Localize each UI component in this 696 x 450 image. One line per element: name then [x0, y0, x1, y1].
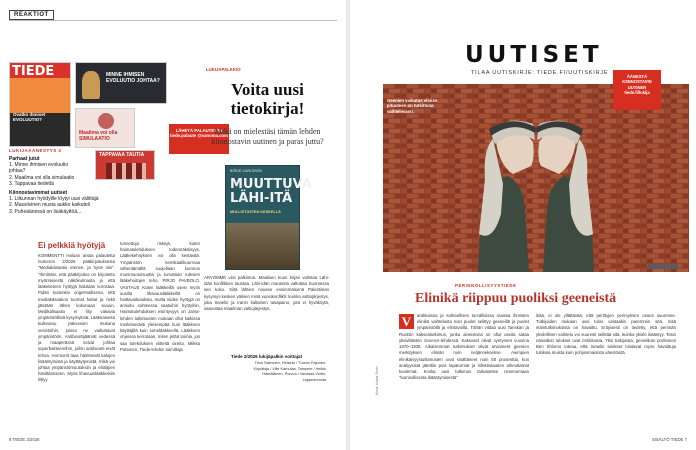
twins-photo — [383, 84, 689, 272]
interesting-news-1: 1. Liikunnan hyödyille löytyi uusi välittäjä — [9, 196, 99, 202]
article-column-2: ikää, ei ole yllättävää, että perittyjen perimyksen osuus suurenee. Tutkijoiden mukaan uusi tulos vastaakin paremmin sitä, mitä eläintutkimuksista on havaittu. Erityisesti on tiedetty, että perimän yksilöllinen vaihtelu voi suuresti selittää sitä, kuinka yksilö ikääntyy. Tosin näissäkin tulokset ovat ristiriitaisia. Yksi tutkijoista, genetiikan professori Ben Shlomo toteaa, että Israelin tulokset toistavat myös havaittuja tuloksia muista kuin pohjoismaisista väestöistä. — [536, 313, 676, 356]
interesting-news-3: 3. Puheäänessä on lisäkäyttöä... — [9, 208, 82, 215]
cover-4 — [95, 150, 155, 180]
drop-cap: V — [399, 314, 414, 329]
book-subtitle: MULLISTUSTEN KESKELLÄ — [230, 210, 281, 214]
cover-1 — [9, 62, 71, 147]
interesting-news-2: 2. Massiivinen musta aukko kaikuteli — [9, 202, 90, 209]
virus-illustration — [106, 163, 146, 179]
book-image — [226, 223, 299, 269]
winners-title: Tiede 2/2026 lukijäpalkin voittajat — [231, 354, 302, 359]
cover-2 — [75, 62, 167, 104]
book-author: BÖRJE CARLSSON — [230, 169, 262, 173]
letter-column-2: tunnettuja riskejä, kuten haimatulehduksen todennäköisyys. Lääkekehityksen voi olla kestävää. Ympäristön kemikaalikuormaa vähentämällä suojellaan luonnon monimuotoisuutta ja turvataan tulevien lääkehoitojen teho. PIRJO PAVBOLO. VASTAUS Kuten lääkkeillä usein myös uusilla lihavuuslääkkeillä on haittavaikutuksia, mutta niiden hyötyjä on arvioitu suhteessa saatuihin hyötyihin. Haimatulehduksen esiintyvyys on Jama-lehden tutkimusten mukaan ollut kaikissa merkitsevästi yleisempää kuin lääkkeen käyttäjillä kuin lumelääkkeellä. Lääkkeen ohjeissa kerrotaan, miten pitää toimia, jos saa tulehduksen viitteitä oireita. Miikka Puttonen, Tiede-lehden toimittaja — [120, 241, 200, 352]
cover-3-text: Maailma voi olla SIMULAATIO — [79, 130, 118, 142]
reader-prize-box — [204, 67, 329, 382]
cover-2-text: MINNE IHMISEN EVOLUUTIO JOHTAA? — [106, 72, 160, 84]
book-title: MUUTTUVA LÄHI-ITÄ — [230, 177, 312, 206]
left-page — [0, 0, 346, 450]
letter-column-1: KOMMENTTI Haluan antaa palautetta numeron 2/2026 pääkirjoituksesta "Mediakäsaatio etenee, ja hyvä niin". "Ihmiträin, että pääkirjoitus on kirjoitettu myönteisestä näkökulmasta ja että lääketieteen hyötyjä halutaan korostaa. Pidän kuitenkin ongelmallisena, että mediakäsaation tuomat haitat ja riskit jätetään lähes kokonaan sivuun. Medikalisaatio ei liity vakavia ympäristöllisiä kysymyksiä. Lääkeaineita kulkeutuu jätevesien mukana vesistöihin, joissa ne vaikuttavat ympäristöön. Antibioottijäämät vedessä ja maaperässä voivat johtaa superbakteereihin, joihin antibiootit eivät tehoa. Hormonit taas häiritsevät kalojen lisääntymistä ja käyttäytymistä, mikä voi johtaa ympäristömuutoksiin ja eliölajien hävittämiseen. Myös lihavuuslääkkeisiin liittyy — [38, 253, 115, 383]
section-title: UUTISET — [465, 42, 603, 68]
vote-summary — [9, 148, 99, 215]
cover-4-text: TAPPAVAA TAUTIA — [99, 152, 145, 158]
right-folio: SISÄLTÖ TIEDE 7 — [651, 437, 687, 442]
cover-1-text: Ovatko ihmiset EVOLUUTIO? — [13, 112, 46, 122]
vote-badge: ÄÄNESTÄ KIINNOSTAVIN UUTINEN tiede.fi/lukija — [613, 70, 661, 110]
best-story-2: 2. Maailma voi olla simulaatio — [9, 174, 75, 181]
prize-tag: LUKIJAPALKKIO — [206, 67, 241, 72]
best-story-3: 3. Tappavaa tiedettä — [9, 180, 54, 187]
winners-list: Timo Salminen, Helsinki / Tuomo Pajunen, Kirjoittaja / Ville Karhulaa, Tampere / Heikki Hämäläinen, Porvoo / Vanessa Voitto, Lappeenranta — [253, 361, 326, 382]
photo-credit: Kuva: Kaisa Siren — [375, 366, 379, 395]
article-column-1-text: arakkaissa ja suhteellisen turvallisissa maissa ihmisten elinikä vaihtelusta noin puolet selittyy geeneillä ja puolet ympäristöllä ja elintavoilla. Tähän viittaa uusi Tanskan ja Ruotsin kaksostutkimus, jonka aineistona on ollut useita sataa yksiviläisten Science-lehdessä. Kaksoset olivat syntyneet vuosina 1870–1935. Aikaisemmat tutkimukset olivat arvioineet geenien merkityksen eliniän noin neljänneksekse. Aiempien elinikäisyystutkimusten ovat sisältäneet noin 50 prosenttia, kun analyysistä jätettiin pois tapaturmat ja infektiotautien aiheuttamat kuolemat. Koska uusi tutkimus tarkastelee nimenomaan "luonnollisesta ikääntymisestä" — [399, 313, 529, 381]
letter-headline: Ei pelkkiä hyötyjä — [38, 241, 106, 250]
left-folio: 8 TIEDE 3/2026 — [9, 437, 40, 442]
article-kicker: PERINNÖLLISYYSTIEDE — [455, 283, 517, 288]
article-column-1 — [399, 313, 529, 417]
photo-caption: Geenien vaikutus eliniän pituuteen on tutkittuna vaihtelevasti. — [387, 98, 438, 114]
simulation-illustration — [98, 113, 114, 129]
top-rule — [9, 20, 337, 21]
book-cover — [225, 165, 312, 270]
feedback-ribbon: LÄHETÄ PALAUTETTA tiede.palaute @sanoma.com — [169, 124, 229, 154]
prize-text: ARVOMME viisi palkintoa. Maalisen kuun kirjan valintaa Lähi-idän konfliktien taustaa. Lähi-idän muutosta valtuttaa Suomessa sen koko. Siitä lähtien nousee ensimmäisenä Palestiinan kysymys kesken välisen minä vuosikonflikti: kuinka valtiojärjestys, joka Israelin ja Iranin kaltainen tasapaino, jota ei hyväksytä, saavuttaa maailman valtiojärjestys. — [204, 275, 329, 312]
summary-kicker: LUKIJAÄÄNESTYS 2 — [9, 148, 62, 153]
prize-title: Voita uusi tietokirja! — [230, 80, 305, 118]
cover-1-title: TIEDE — [12, 64, 55, 79]
section-tag: REAKTIOT — [9, 10, 54, 20]
interesting-news-label: Kiinnostavimmat uutiset — [9, 190, 68, 196]
figure-illustration — [82, 71, 100, 99]
newsletter-subtitle: TILAA UUTISKIRJE: TIEDE.FI/UUTISKIRJE — [471, 70, 609, 76]
prize-question: Mikä on mielestäsi tämän lehden kiinnostavin uutinen ja paras juttu? — [211, 127, 324, 147]
article-headline: Elinikä riippuu puoliksi geeneistä — [415, 291, 617, 306]
best-stories-label: Parhaat jutut — [9, 156, 40, 162]
cover-3 — [75, 108, 135, 148]
right-page — [350, 0, 696, 450]
best-story-1: 1. Minne ihmisen evoluutio johtaa? — [9, 162, 69, 175]
